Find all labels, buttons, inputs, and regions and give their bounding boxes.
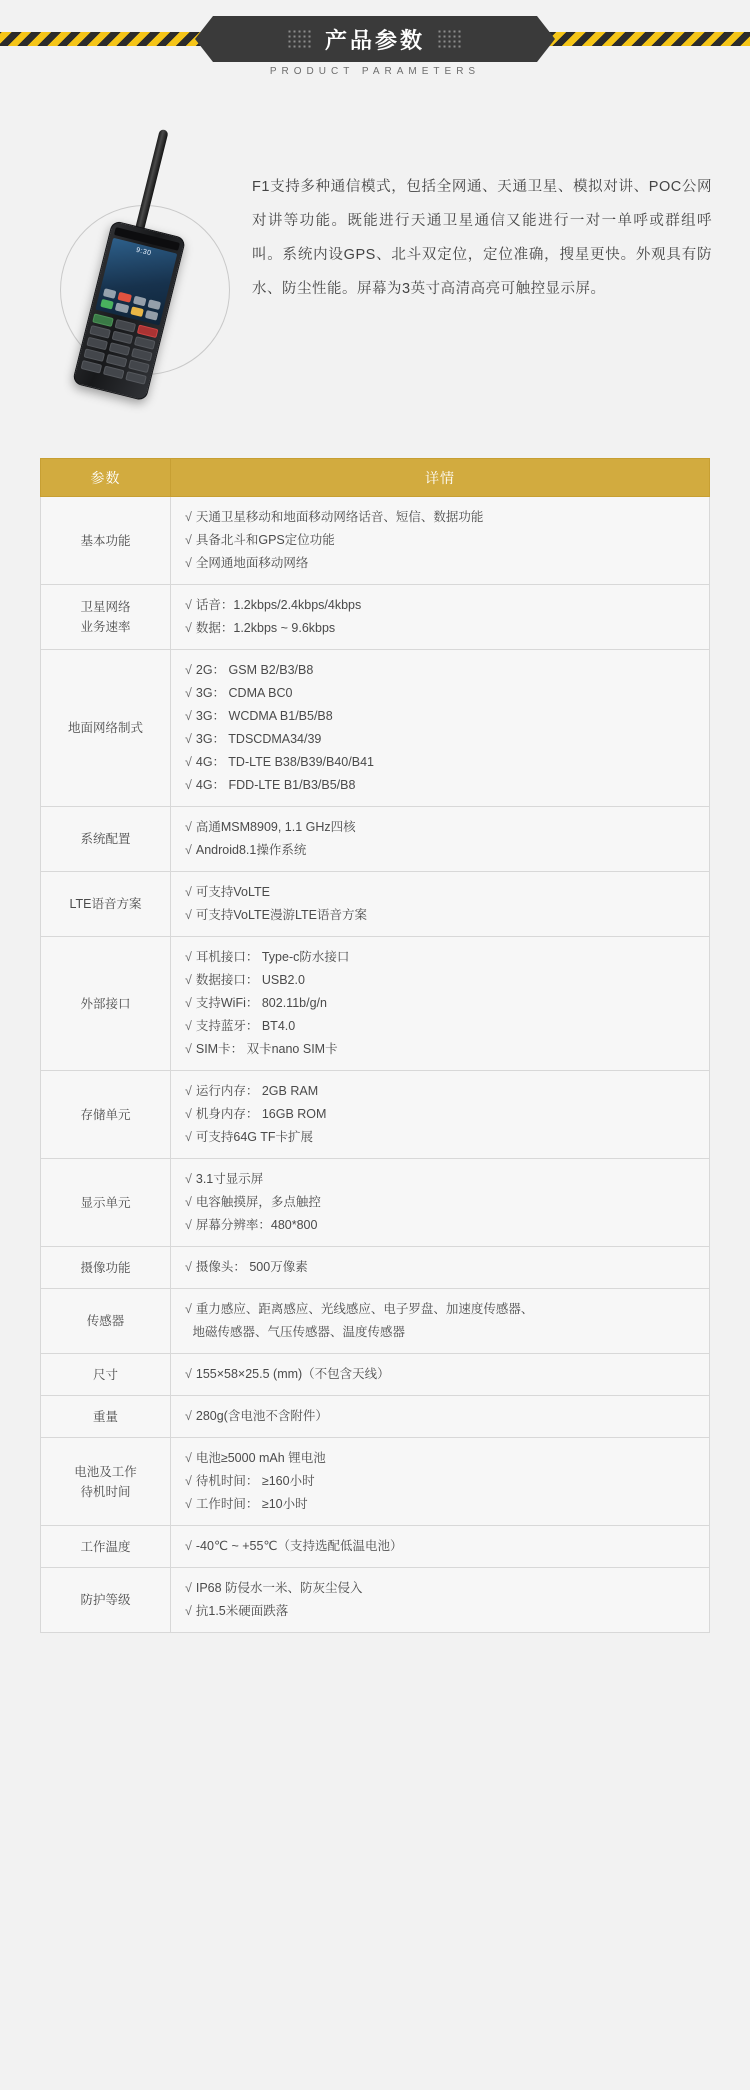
title-plate [213,16,537,62]
table-row [41,1568,710,1633]
spec-detail-line: √ 屏幕分辨率：480*800 [185,1218,318,1232]
spec-detail-line: 地磁传感器、气压传感器、温度传感器 [185,1321,695,1344]
check-icon: √ [185,686,192,700]
intro-section [0,110,750,410]
table-row [41,1289,710,1354]
spec-detail-cell [171,937,710,1071]
spec-detail-line: √ Android8.1操作系统 [185,843,307,857]
spec-detail-line: √ 话音：1.2kbps/2.4kbps/4kbps [185,598,362,612]
spec-detail-cell [171,585,710,650]
table-row [41,937,710,1071]
spec-param-cell: 外部接口 [41,937,171,1071]
spec-detail-cell [171,807,710,872]
spec-detail-cell [171,872,710,937]
check-icon: √ [185,1107,192,1121]
antenna-icon [133,129,168,238]
spec-param-cell: 工作温度 [41,1526,171,1568]
check-icon: √ [185,908,192,922]
spec-param-cell: 防护等级 [41,1568,171,1633]
check-icon: √ [185,556,192,570]
check-icon: √ [185,732,192,746]
spec-detail-cell [171,1354,710,1396]
check-icon: √ [185,533,192,547]
spec-detail-cell [171,1247,710,1289]
table-row [41,497,710,585]
check-icon: √ [185,843,192,857]
check-icon: √ [185,1497,192,1511]
spec-detail-line: √ 全网通地面移动网络 [185,556,309,570]
check-icon: √ [185,1604,192,1618]
check-icon: √ [185,996,192,1010]
spec-detail-line: √ 可支持64G TF卡扩展 [185,1130,314,1144]
spec-detail-cell [171,1438,710,1526]
spec-param-cell: 重量 [41,1396,171,1438]
spec-detail-cell [171,1159,710,1247]
check-icon: √ [185,885,192,899]
spec-detail-line: √ 重力感应、距离感应、光线感应、电子罗盘、加速度传感器、 [185,1302,534,1316]
spec-param-cell: 传感器 [41,1289,171,1354]
table-row [41,872,710,937]
spec-detail-line: √ 待机时间： ≥160小时 [185,1474,315,1488]
check-icon: √ [185,1474,192,1488]
spec-detail-line: √ 数据：1.2kbps ~ 9.6kbps [185,621,336,635]
check-icon: √ [185,1084,192,1098]
spec-param-cell: 电池及工作 待机时间 [41,1438,171,1526]
check-icon: √ [185,1130,192,1144]
check-icon: √ [185,1218,192,1232]
spec-detail-line: √ 运行内存： 2GB RAM [185,1084,319,1098]
spec-detail-cell [171,1289,710,1354]
spec-detail-line: √ 高通MSM8909, 1.1 GHz四核 [185,820,356,834]
spec-detail-line: √ 2G： GSM B2/B3/B8 [185,663,314,677]
check-icon: √ [185,1539,192,1553]
check-icon: √ [185,1581,192,1595]
check-icon: √ [185,1409,192,1423]
spec-detail-line: √ 工作时间： ≥10小时 [185,1497,308,1511]
spec-detail-line: √ IP68 防侵水一米、防灰尘侵入 [185,1581,363,1595]
check-icon: √ [185,973,192,987]
page-subtitle: PRODUCT PARAMETERS [269,66,481,77]
spec-detail-line: √ 4G： TD-LTE B38/B39/B40/B41 [185,755,374,769]
spec-detail-line: √ 摄像头： 500万像素 [185,1260,308,1274]
spec-param-cell: 尺寸 [41,1354,171,1396]
check-icon: √ [185,1302,192,1316]
spec-param-cell: 摄像功能 [41,1247,171,1289]
spec-detail-cell [171,497,710,585]
spec-detail-line: √ 天通卫星移动和地面移动网络话音、短信、数据功能 [185,510,484,524]
table-row [41,1396,710,1438]
spec-param-cell: 基本功能 [41,497,171,585]
check-icon: √ [185,1260,192,1274]
column-header-detail: 详情 [171,459,710,497]
page-title: 产品参数 [324,27,425,53]
screen-clock: 9:30 [135,246,153,258]
dot-pattern-icon [437,29,463,49]
table-row [41,650,710,807]
check-icon: √ [185,1042,192,1056]
column-header-param: 参数 [41,459,171,497]
table-row [41,1354,710,1396]
spec-detail-cell [171,1526,710,1568]
phone-keypad [81,313,159,384]
check-icon: √ [185,1172,192,1186]
table-row [41,807,710,872]
indent-spacer [185,1325,188,1339]
spec-detail-line: √ 数据接口： USB2.0 [185,973,305,987]
spec-table-wrap [40,458,710,1633]
spec-param-cell: 系统配置 [41,807,171,872]
spec-detail-line: √ 3G： WCDMA B1/B5/B8 [185,709,333,723]
intro-paragraph: F1支持多种通信模式，包括全网通、天通卫星、模拟对讲、POC公网对讲等功能。既能进行天通卫星通信又能进行一对一单呼或群组呼叫。系统内设GPS、北斗双定位，定位准确，搜星更快。外观具有防水、防尘性能。屏幕为3英寸高清高亮可触控显示屏。 [252,179,712,297]
check-icon: √ [185,621,192,635]
check-icon: √ [185,1195,192,1209]
table-row [41,1247,710,1289]
spec-detail-line: √ 抗1.5米硬面跌落 [185,1604,289,1618]
spec-detail-cell [171,1071,710,1159]
spec-detail-cell [171,650,710,807]
table-row [41,1159,710,1247]
spec-detail-line: √ 280g(含电池不含附件） [185,1409,328,1423]
page-header [0,0,750,110]
spec-table [40,458,710,1633]
check-icon: √ [185,1019,192,1033]
check-icon: √ [185,598,192,612]
check-icon: √ [185,510,192,524]
spec-param-cell: 地面网络制式 [41,650,171,807]
spec-detail-line: √ 4G： FDD-LTE B1/B3/B5/B8 [185,778,356,792]
spec-detail-line: √ 3G： TDSCDMA34/39 [185,732,322,746]
spec-detail-line: √ 机身内存： 16GB ROM [185,1107,327,1121]
spec-detail-line: √ 155×58×25.5 (mm)（不包含天线） [185,1367,390,1381]
spec-detail-line: √ SIM卡： 双卡nano SIM卡 [185,1042,338,1056]
spec-detail-line: √ 支持WiFi： 802.11b/g/n [185,996,327,1010]
spec-detail-line: √ 可支持VoLTE漫游LTE语音方案 [185,908,367,922]
check-icon: √ [185,778,192,792]
spec-detail-line: √ 3G： CDMA BC0 [185,686,293,700]
spec-param-cell: 卫星网络 业务速率 [41,585,171,650]
spec-param-cell: 显示单元 [41,1159,171,1247]
screen-app-icons [100,288,161,320]
check-icon: √ [185,950,192,964]
spec-param-cell: LTE语音方案 [41,872,171,937]
spec-param-cell: 存储单元 [41,1071,171,1159]
table-row [41,1526,710,1568]
dot-pattern-icon [287,29,313,49]
table-header-row [41,459,710,497]
check-icon: √ [185,663,192,677]
table-row [41,1071,710,1159]
check-icon: √ [185,820,192,834]
spec-detail-line: √ 支持蓝牙： BT4.0 [185,1019,296,1033]
spec-detail-line: √ 电容触摸屏，多点触控 [185,1195,321,1209]
check-icon: √ [185,1451,192,1465]
phone-screen [95,238,177,326]
spec-detail-cell [171,1396,710,1438]
table-row [41,585,710,650]
spec-detail-line: √ 电池≥5000 mAh 锂电池 [185,1451,326,1465]
check-icon: √ [185,709,192,723]
spec-detail-line: √ 耳机接口： Type-c防水接口 [185,950,350,964]
spec-detail-line: √ 可支持VoLTE [185,885,270,899]
spec-detail-line: √ -40℃ ~ +55℃（支持选配低温电池） [185,1539,403,1553]
spec-detail-line: √ 3.1寸显示屏 [185,1172,264,1186]
spec-detail-line: √ 具备北斗和GPS定位功能 [185,533,335,547]
spec-detail-cell [171,1568,710,1633]
check-icon: √ [185,755,192,769]
table-row [41,1438,710,1526]
check-icon: √ [185,1367,192,1381]
